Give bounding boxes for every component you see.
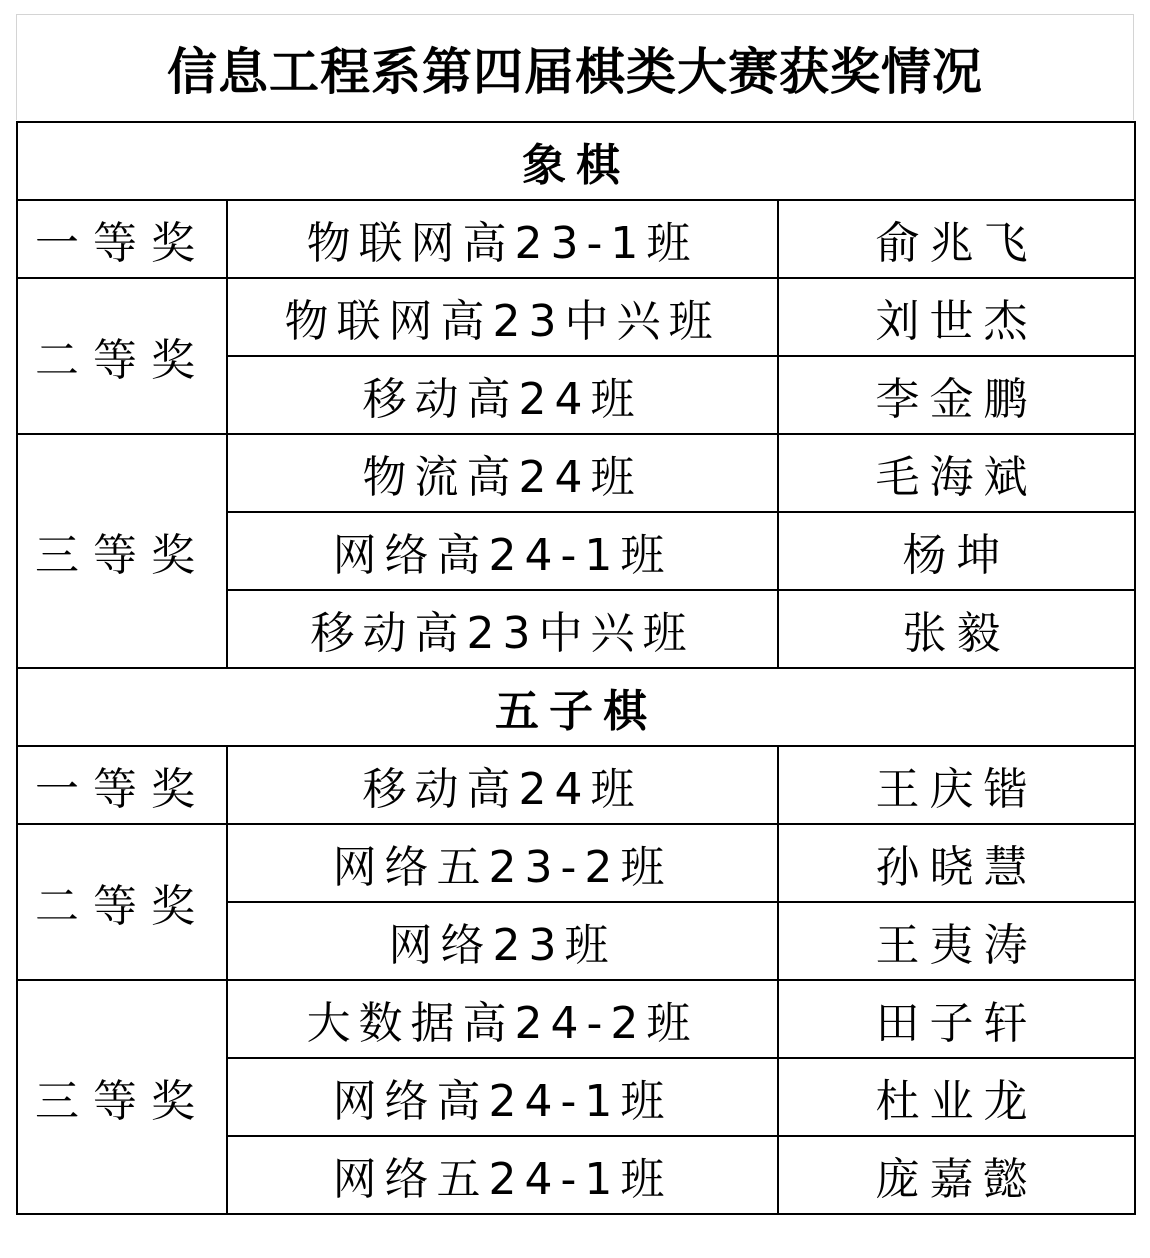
class-cell: 大数据高24-2班 [227,980,778,1058]
prize-label: 三等奖 [17,980,227,1214]
winner-name-cell: 杜业龙 [778,1058,1135,1136]
prize-label: 一等奖 [17,746,227,824]
section-title-xiangqi: 象棋 [17,122,1135,200]
winner-name-cell: 王夷涛 [778,902,1135,980]
class-cell: 网络高24-1班 [227,512,778,590]
class-cell: 物联网高23中兴班 [227,278,778,356]
winner-name-cell: 庞嘉懿 [778,1136,1135,1214]
prize-label: 二等奖 [17,278,227,434]
table-row [17,746,1135,824]
winner-name-cell: 李金鹏 [778,356,1135,434]
table-row [17,200,1135,278]
winner-name-cell: 田子轩 [778,980,1135,1058]
class-cell: 网络五24-1班 [227,1136,778,1214]
table-row [17,980,1135,1058]
section-row [17,668,1135,746]
class-cell: 网络高24-1班 [227,1058,778,1136]
class-cell: 移动高24班 [227,746,778,824]
title-box [16,14,1134,120]
table-row [17,278,1135,356]
section-row [17,122,1135,200]
class-cell: 移动高24班 [227,356,778,434]
winner-name-cell: 王庆锴 [778,746,1135,824]
winner-name-cell: 俞兆飞 [778,200,1135,278]
prize-label: 一等奖 [17,200,227,278]
section-title-gomoku: 五子棋 [17,668,1135,746]
class-cell: 网络五23-2班 [227,824,778,902]
winner-name-cell: 张毅 [778,590,1135,668]
prize-label: 二等奖 [17,824,227,980]
class-cell: 移动高23中兴班 [227,590,778,668]
awards-table [16,121,1136,1215]
class-cell: 物联网高23-1班 [227,200,778,278]
document-title: 信息工程系第四届棋类大赛获奖情况 [167,41,983,101]
class-cell: 物流高24班 [227,434,778,512]
winner-name-cell: 刘世杰 [778,278,1135,356]
prize-label: 三等奖 [17,434,227,668]
winner-name-cell: 杨坤 [778,512,1135,590]
winner-name-cell: 毛海斌 [778,434,1135,512]
class-cell: 网络23班 [227,902,778,980]
table-row [17,434,1135,512]
table-row [17,824,1135,902]
winner-name-cell: 孙晓慧 [778,824,1135,902]
